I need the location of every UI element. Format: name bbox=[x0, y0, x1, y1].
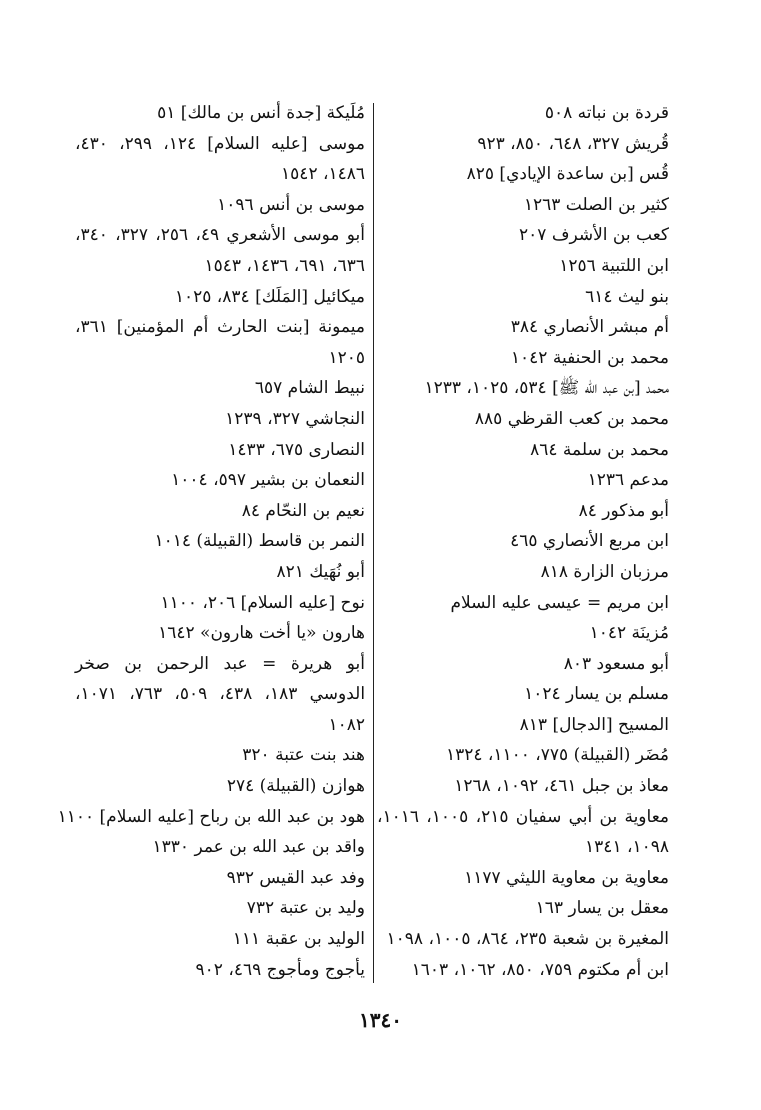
index-entry: وليد بن عتبة ٧٣٢ bbox=[246, 898, 365, 919]
index-entry: مُضَر (القبيلة) ٧٧٥، ١١٠٠، ١٣٢٤ bbox=[445, 745, 669, 766]
index-entry: مدعم ١٢٣٦ bbox=[587, 470, 669, 491]
index-entry: يأجوج ومأجوج ٤٦٩، ٩٠٢ bbox=[195, 959, 365, 980]
index-entry: ابن مريم = عيسى عليه السلام bbox=[450, 592, 669, 613]
index-entry: محمد بن سلمة ٨٦٤ bbox=[530, 439, 669, 460]
index-column-right bbox=[377, 98, 669, 985]
index-entry: ميمونة [بنت الحارث أم المؤمنين] ٣٦١، ١٢٠٥ bbox=[75, 317, 365, 368]
index-entry: أبو موسى الأشعري ٤٩، ٢٥٦، ٣٢٧، ٣٤٠، ٦٣٦، ٦٩١، ١٤٣٦، ١٥٤٣ bbox=[75, 225, 366, 276]
index-entry: محمد بن كعب القرظي ٨٨٥ bbox=[474, 408, 669, 429]
index-entry: أبو مذكور ٨٤ bbox=[578, 500, 669, 521]
index-entry: واقد بن عبد الله بن عمر ١٣٣٠ bbox=[152, 837, 365, 858]
index-entry: معاوية بن معاوية الليثي ١١٧٧ bbox=[464, 867, 669, 888]
page-number: ١٣٤٠ bbox=[359, 1008, 402, 1032]
index-entry: كعب بن الأشرف ٢٠٧ bbox=[519, 225, 669, 246]
index-entry: قردة بن نباته ٥٠٨ bbox=[544, 103, 669, 123]
index-entry: موسى بن أنس ١٠٩٦ bbox=[217, 194, 365, 215]
index-entry: مُلَيكة [جدة أنس بن مالك] ٥١ bbox=[157, 103, 365, 123]
column-divider bbox=[373, 103, 374, 983]
index-entry: ابن اللتبية ١٢٥٦ bbox=[559, 255, 669, 276]
index-entry: النعمان بن بشير ٥٩٧، ١٠٠٤ bbox=[171, 470, 365, 491]
index-entry: النمر بن قاسط (القبيلة) ١٠١٤ bbox=[154, 531, 365, 552]
index-entry: النصارى ٦٧٥، ١٤٣٣ bbox=[228, 439, 365, 460]
index-entry: بنو ليث ٦١٤ bbox=[585, 286, 669, 307]
index-entry: أبو هريرة = عبد الرحمن بن صخر الدوسي ١٨٣، ٤٣٨، ٥٠٩، ٧٦٣، ١٠٧١، ١٠٨٢ bbox=[75, 653, 366, 735]
index-entry: نبيط الشام ٦٥٧ bbox=[254, 378, 365, 399]
index-column-left bbox=[57, 98, 366, 985]
index-entry: نعيم بن النحّام ٨٤ bbox=[241, 500, 365, 521]
index-entry: هود بن عبد الله بن رباح [عليه السلام] ١١٠٠ bbox=[57, 806, 365, 827]
index-entry: محمد [بن عبد الله ﷺ] ٥٣٤، ١٠٢٥، ١٢٣٣ bbox=[424, 378, 669, 399]
index-entry: ميكائيل [المَلَك] ٨٣٤، ١٠٢٥ bbox=[174, 286, 365, 307]
index-entry: معاذ بن جبل ٤٦١، ١٠٩٢، ١٢٦٨ bbox=[454, 776, 669, 797]
index-entry: ابن أم مكتوم ٧٥٩، ٨٥٠، ١٠٦٢، ١٦٠٣ bbox=[411, 959, 669, 980]
index-entry: أبو نُهَيك ٨٢١ bbox=[276, 561, 365, 582]
index-entry: ابن مربع الأنصاري ٤٦٥ bbox=[510, 531, 669, 552]
index-entry: معقل بن يسار ١٦٣ bbox=[535, 898, 669, 919]
index-entry: هارون «يا أخت هارون» ١٦٤٢ bbox=[158, 623, 365, 644]
index-entry: قُريش ٣٢٧، ٦٤٨، ٨٥٠، ٩٢٣ bbox=[477, 133, 669, 154]
index-entry: مسلم بن يسار ١٠٢٤ bbox=[524, 684, 669, 705]
index-entry: هند بنت عتبة ٣٢٠ bbox=[242, 745, 365, 766]
index-entry: مرزبان الزارة ٨١٨ bbox=[540, 561, 669, 582]
index-entry: كثير بن الصلت ١٢٦٣ bbox=[523, 194, 669, 215]
index-entry: نوح [عليه السلام] ٢٠٦، ١١٠٠ bbox=[160, 592, 365, 613]
index-entry: النجاشي ٣٢٧، ١٢٣٩ bbox=[225, 408, 365, 429]
index-entry: محمد بن الحنفية ١٠٤٢ bbox=[510, 347, 669, 368]
index-entry: معاوية بن أبي سفيان ٢١٥، ١٠٠٥، ١٠١٦، ١٠٩٨، ١٣٤١ bbox=[377, 806, 669, 858]
index-entry: قُس [بن ساعدة الإيادي] ٨٢٥ bbox=[466, 164, 669, 185]
index-entry: المسيح [الدجال] ٨١٣ bbox=[519, 714, 669, 735]
index-entry: مُزينَة ١٠٤٢ bbox=[589, 623, 669, 644]
index-entry: أم مبشر الأنصاري ٣٨٤ bbox=[510, 317, 669, 338]
index-entry: هوازن (القبيلة) ٢٧٤ bbox=[226, 776, 365, 797]
index-entry: الوليد بن عقبة ١١١ bbox=[232, 929, 365, 950]
index-entry: موسى [عليه السلام] ١٢٤، ٢٩٩، ٤٣٠، ١٤٨٦، ١٥٤٢ bbox=[75, 133, 366, 185]
index-entry: وفد عبد القيس ٩٣٢ bbox=[226, 867, 365, 888]
index-entry: أبو مسعود ٨٠٣ bbox=[563, 653, 669, 674]
index-entry: المغيرة بن شعبة ٢٣٥، ٨٦٤، ١٠٠٥، ١٠٩٨ bbox=[386, 929, 669, 950]
